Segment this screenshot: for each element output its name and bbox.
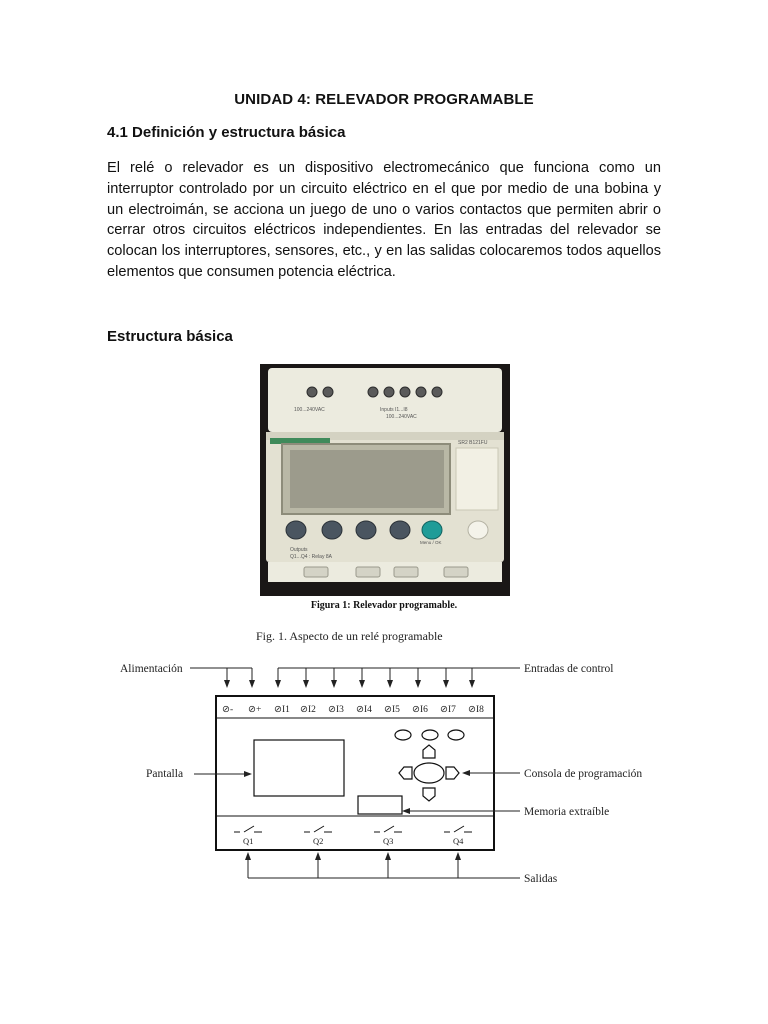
terminal-plus: ⊘+ [248, 705, 262, 715]
label-pantalla: Pantalla [146, 768, 184, 780]
label-consola: Consola de programación [524, 768, 643, 780]
terminal-minus: ⊘- [222, 705, 234, 715]
terminal-i1: ⊘I1 [274, 705, 290, 715]
power-label: 100...240VAC [294, 407, 325, 413]
outputs-label: Q1...Q4 : Relay 8A [290, 554, 332, 560]
outputs-title: Outputs [290, 547, 308, 553]
diagram-title: Fig. 1. Aspecto de un relé programable [256, 629, 443, 643]
section-heading: 4.1 Definición y estructura básica [107, 124, 346, 141]
label-entradas: Entradas de control [524, 663, 614, 675]
terminal-i2: ⊘I2 [300, 705, 316, 715]
page-title: UNIDAD 4: RELEVADOR PROGRAMABLE [234, 91, 534, 108]
label-salidas: Salidas [524, 873, 558, 885]
terminal-i4: ⊘I4 [356, 705, 372, 715]
inputs-voltage: 100...240VAC [386, 414, 417, 420]
label-alimentacion: Alimentación [120, 663, 183, 675]
label-memoria: Memoria extraíble [524, 806, 610, 818]
inputs-label: Inputs I1...I8 [380, 407, 408, 413]
terminal-i5: ⊘I5 [384, 705, 400, 715]
menu-ok-label: Menu / OK [420, 540, 442, 545]
terminal-i6: ⊘I6 [412, 705, 428, 715]
output-q3: Q3 [383, 836, 394, 846]
basic-structure-heading: Estructura básica [107, 328, 233, 345]
terminal-i3: ⊘I3 [328, 705, 344, 715]
definition-paragraph: El relé o relevador es un dispositivo electromecánico que funciona como un interruptor controlado por un circuito eléctrico en el que por medio de una bobina y un electroimán, se acciona un juego de uno o varios contactos que permiten abrir o cerrar otros circuitos eléctricos independientes. En las entradas del relevador se colocan los interruptores, sensores, etc., y en las salidas colocaremos todos aquellos elementos que consumen potencia eléctrica. [107, 160, 661, 280]
model-label: SR2 B121FU [458, 440, 488, 446]
output-q2: Q2 [313, 836, 324, 846]
output-q1: Q1 [243, 836, 254, 846]
relay-diagram [110, 624, 658, 888]
output-q4: Q4 [453, 836, 464, 846]
relay-photo [260, 364, 510, 596]
terminal-i7: ⊘I7 [440, 705, 456, 715]
terminal-i8: ⊘I8 [468, 705, 484, 715]
photo-caption: Figura 1: Relevador programable. [310, 600, 458, 611]
